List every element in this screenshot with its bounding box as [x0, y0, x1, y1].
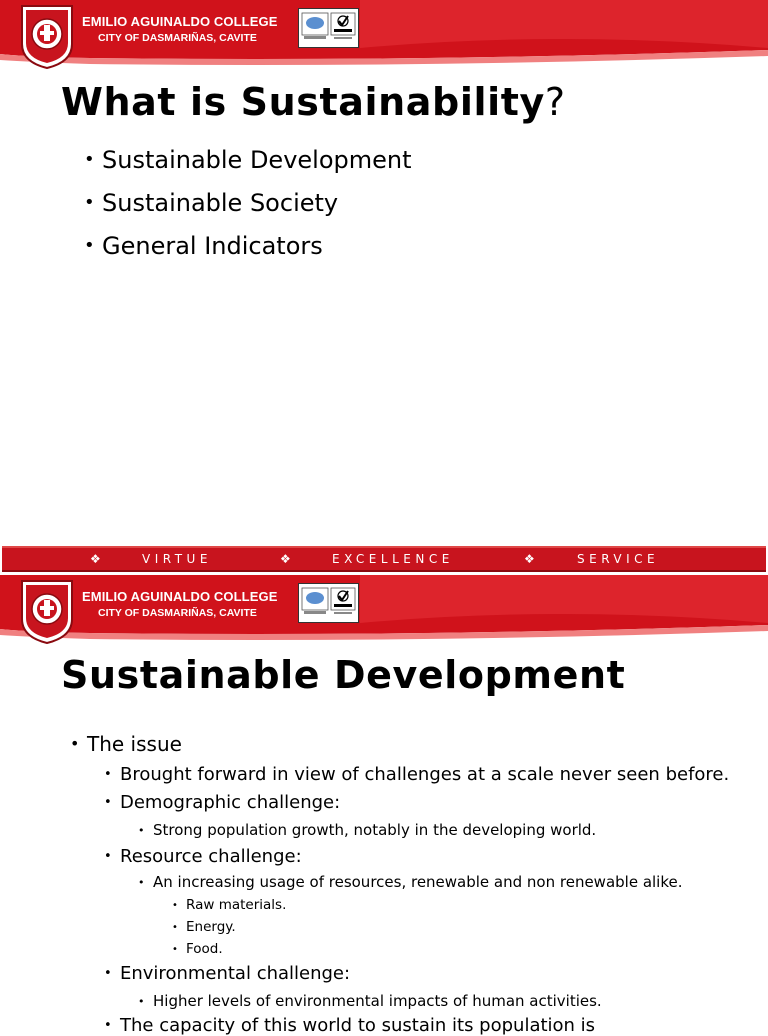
bullet-dot: • — [104, 767, 112, 782]
bullet-dot: • — [172, 944, 178, 955]
college-name: EMILIO AGUINALDO COLLEGE — [82, 14, 278, 29]
college-header — [0, 575, 768, 647]
college-city: CITY OF DASMARIÑAS, CAVITE — [98, 32, 257, 44]
bullet-item: • The issue — [70, 732, 182, 756]
college-city: CITY OF DASMARIÑAS, CAVITE — [98, 607, 257, 619]
slide-2 — [0, 575, 768, 1036]
title-question-mark: ? — [544, 80, 566, 124]
bullet-dot: • — [84, 235, 95, 256]
footer-diamond-icon: ❖ — [90, 552, 106, 566]
slide-title: Sustainable Development — [61, 653, 626, 697]
footer-diamond-icon: ❖ — [524, 552, 540, 566]
bullet-dot: • — [104, 849, 112, 864]
bullet-dot: • — [70, 734, 80, 753]
college-header — [0, 0, 768, 72]
bullet-item: • Energy. — [172, 919, 236, 935]
slide-title — [61, 80, 566, 124]
footer-value-excellence: EXCELLENCE — [332, 552, 454, 566]
values-footer — [2, 546, 766, 572]
bullet-dot: • — [84, 192, 95, 213]
footer-value-virtue: VIRTUE — [142, 552, 212, 566]
bullet-item: • Resource challenge: — [104, 846, 302, 867]
college-seal-icon — [18, 579, 76, 645]
bullet-item: • Sustainable Development — [84, 146, 412, 174]
bullet-item: • Brought forward in view of challenges at a scale never seen before. — [104, 764, 730, 785]
bullet-item: • Raw materials. — [172, 897, 287, 913]
bullet-dot: • — [172, 922, 178, 933]
bullet-dot: • — [138, 995, 145, 1008]
bullet-item: • General Indicators — [84, 232, 323, 260]
bullet-item: • Food. — [172, 941, 223, 957]
footer-value-service: SERVICE — [577, 552, 660, 566]
bullet-dot: • — [138, 824, 145, 837]
bullet-item: • An increasing usage of resources, renewable and non renewable alike. — [138, 873, 683, 891]
bullet-item: • The capacity of this world to sustain its population is — [104, 1015, 596, 1036]
title-text: What is Sustainability — [61, 80, 545, 124]
iso-ukas-certification-icon — [298, 583, 359, 623]
bullet-item: • Environmental challenge: — [104, 963, 351, 984]
bullet-dot: • — [84, 149, 95, 170]
college-seal-icon — [18, 4, 76, 70]
bullet-dot: • — [104, 966, 112, 981]
iso-ukas-certification-icon — [298, 8, 359, 48]
bullet-item: • Strong population growth, notably in the developing world. — [138, 821, 597, 839]
college-name: EMILIO AGUINALDO COLLEGE — [82, 589, 278, 604]
bullet-dot: • — [104, 795, 112, 810]
bullet-item: • Higher levels of environmental impacts of human activities. — [138, 992, 602, 1010]
bullet-dot: • — [104, 1018, 112, 1033]
footer-diamond-icon: ❖ — [280, 552, 296, 566]
bullet-item: • Sustainable Society — [84, 189, 339, 217]
bullet-dot: • — [138, 876, 145, 889]
bullet-dot: • — [172, 900, 178, 911]
bullet-item: • Demographic challenge: — [104, 792, 341, 813]
